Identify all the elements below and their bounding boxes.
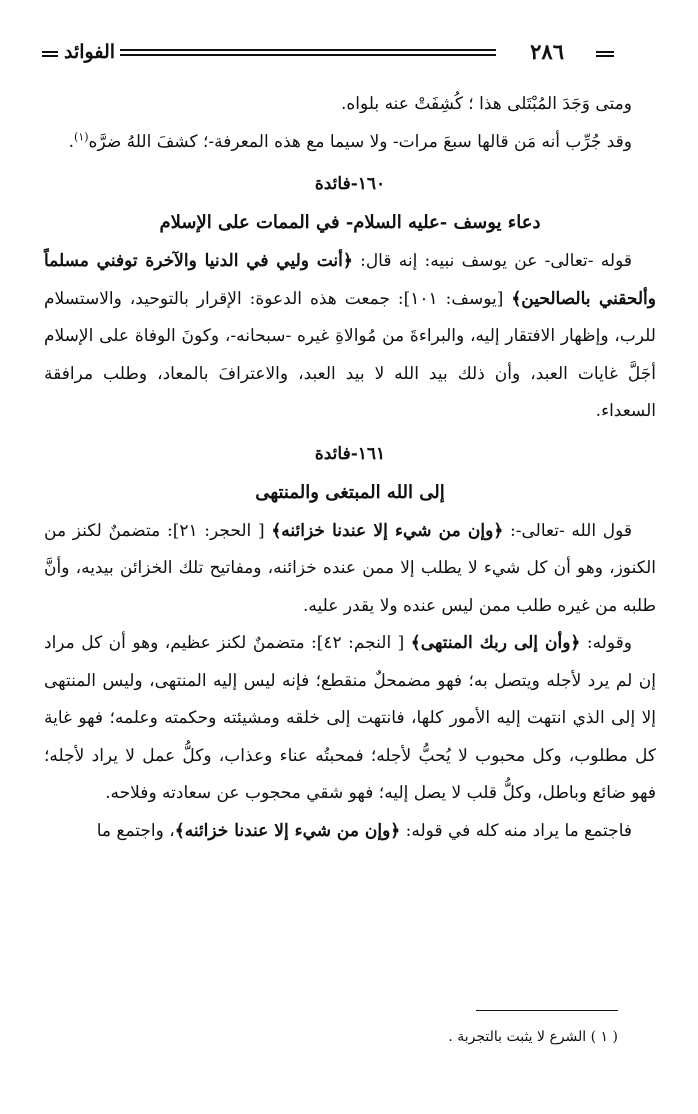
s161-p1-rest: [ الحجر: ٢١]: متضمنٌ لكنز من الكنوز، وهو أن كل شيء لا يطلب إلا ممن عنده خزائنه، ومفاتيح تلك الخزائن بيديه، وأنَّ طلبه من غيره طلب ممن ليس عنده ولا يقدر عليه. <box>44 520 656 616</box>
intro-paragraph-2-text: وقد جُرِّب أنه مَن قالها سبعَ مرات- ولا سيما مع هذه المعرفة-؛ كشفَ اللهُ ضرَّه <box>88 131 632 152</box>
intro-paragraph-2: وقد جُرِّب أنه مَن قالها سبعَ مرات- ولا سيما مع هذه المعرفة-؛ كشفَ اللهُ ضرَّه$^{(١)}$. <box>68 129 632 152</box>
section-161-title: إلى الله المبتغى والمنتهى <box>255 481 445 503</box>
s161-p3-rest: ، واجتمع ما <box>96 820 175 841</box>
s161-quran-verse-3: ﴿وإن من شيء إلا عندنا خزائنه﴾ <box>174 820 401 841</box>
s161-p1-lead: قول الله -تعالى-: <box>503 520 633 541</box>
section-161-paragraph-3 <box>44 813 656 851</box>
s161-p3-lead: فاجتمع ما يراد منه كله في قوله: <box>400 820 632 841</box>
header-ornament-left <box>42 51 58 57</box>
s161-quran-verse-2: ﴿وأن إلى ربك المنتهى﴾ <box>410 633 581 653</box>
section-160-number: ١٦٠-فائدة <box>314 174 386 194</box>
s160-p1-lead: قوله -تعالى- عن يوسف نبيه: إنه قال: <box>352 251 632 271</box>
header-rule <box>120 49 496 56</box>
intro-paragraph-1: ومتى وَجَدَ المُبْتَلى هذا ؛ كُشِفَتْ عنه بلواه. <box>340 94 632 114</box>
running-title: الفوائد <box>64 41 116 63</box>
footnote-separator <box>476 1010 618 1011</box>
footnote: ( ١ ) الشرع لا يثبت بالتجربة . <box>448 1029 618 1045</box>
section-161-number: ١٦١-فائدة <box>314 443 386 464</box>
s160-quran-verse: ﴿أنت وليي في الدنيا والآخرة توفني مسلماً وألحقني بالصالحين﴾ <box>44 251 656 309</box>
page-header <box>42 38 614 66</box>
s160-p1-rest: [يوسف: ١٠١]: جمعت هذه الدعوة: الإقرار بالتوحيد، والاستسلام للرب، وإظهار الافتقار إليه، والبراءةَ من مُوالاةِ غيره -سبحانه-، وكونَ الوفاة على الإسلام أجَلَّ غايات العبد، وأن ذلك بيد الله لا بيد العبد، والاعترافَ بالمعاد، وطلب مرافقة السعداء. <box>44 288 656 421</box>
section-161-paragraph-1 <box>44 513 656 626</box>
s161-quran-verse-1: ﴿وإن من شيء إلا عندنا خزائنه﴾ <box>271 520 504 541</box>
section-160-title: دعاء يوسف -عليه السلام- في الممات على الإسلام <box>159 212 541 233</box>
header-ornament-right <box>596 51 614 57</box>
section-160-paragraph <box>44 243 656 431</box>
page-body <box>44 86 656 850</box>
footnote-reference: (١) <box>74 129 89 143</box>
section-161-paragraph-2 <box>44 625 656 813</box>
s161-p2-lead: وقوله: <box>580 633 632 653</box>
s161-p2-rest: [ النجم: ٤٢]: متضمنٌ لكنز عظيم، وهو أن كل مراد إن لم يرد لأجله ويتصل به؛ فهو مضمحلٌ منقطع؛ فإنه ليس إليه المنتهى، وليس المنتهى إلا إلى الذي انتهت إليه الأمور كلها، فانتهت إلى خلقه ومشيئته وحكمته وعلمه؛ فهو غاية كل مطلوب، وكل محبوب لا يُحبُّ لأجله؛ فمحبتُه عناء وعذاب، وكلُّ عمل لا يراد لأجله؛ فهو ضائع وباطل، وكلُّ قلب لا يصل إليه؛ فهو شقي محجوب عن سعادته وفلاحه. <box>44 633 656 803</box>
page-number: ٢٨٦ <box>530 39 564 64</box>
